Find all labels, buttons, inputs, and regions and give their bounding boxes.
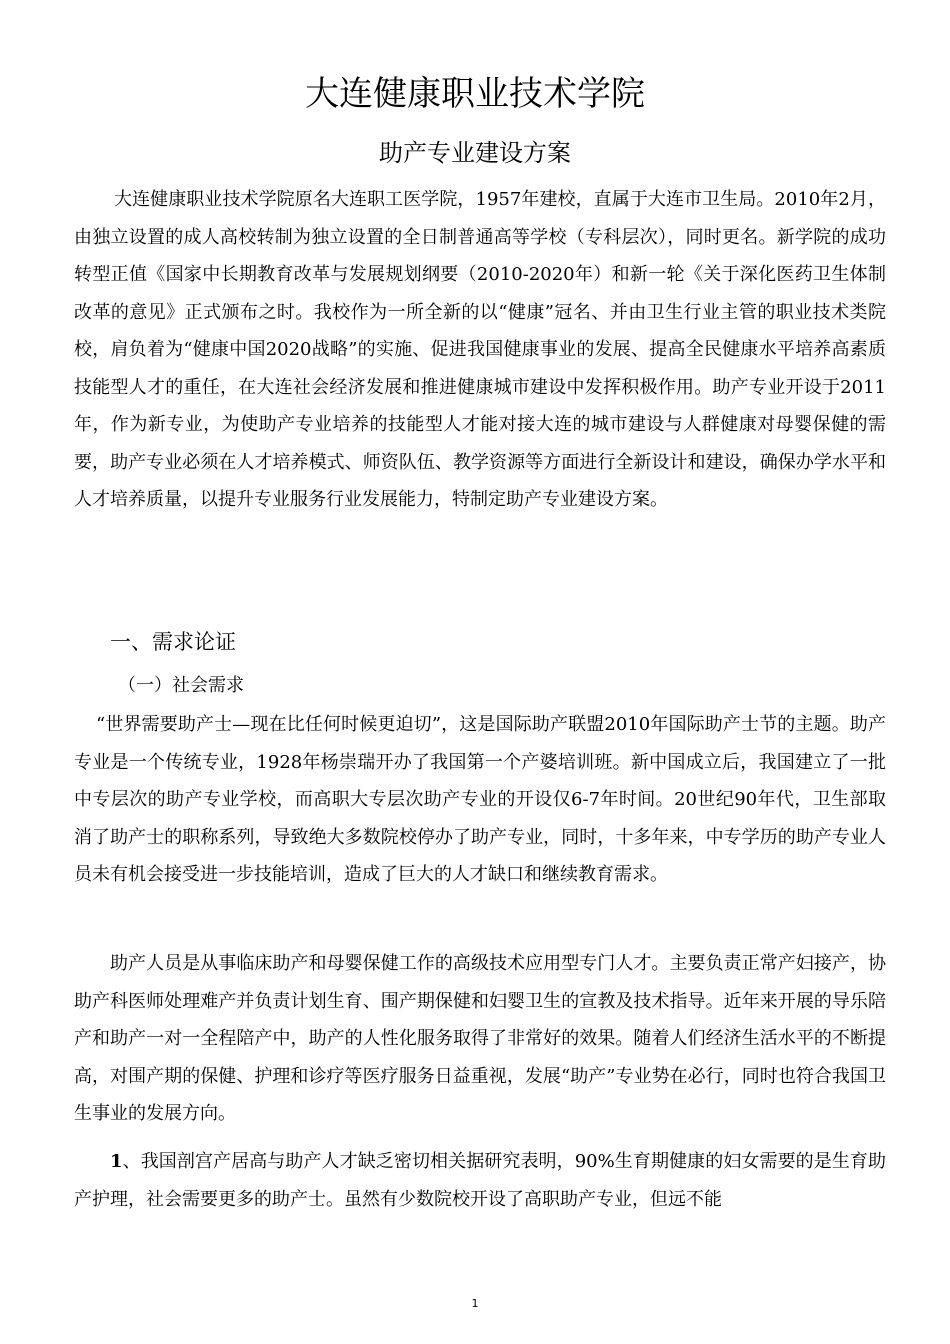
paragraph-midwife-role: 助产人员是从事临床助产和母婴保健工作的高级技术应用型专门人才。主要负责正常产妇接产，协助产科医师处理难产并负责计划生育、围产期保健和妇婴卫生的宣教及技术指导。近年来开展的导乐陪产和助产一对一全程陪产中，助产的人性化服务取得了非常好的效果。随着人们经济生活水平的不断提高，对围产期的保健、护理和诊疗等医疗服务日益重视，发展“助产”专业势在必行，同时也符合我国卫生事业的发展方向。 — [74, 953, 886, 1124]
paragraph-icm-theme: “世界需要助产士—现在比任何时候更迫切”，这是国际助产联盟2010年国际助产士节的主题。助产专业是一个传统专业，1928年杨崇瑞开办了我国第一个产婆培训班。新中国成立后，我国建立了一批中专层次的助产专业学校，而高职大专层次助产专业的开设仅6-7年时间。20世纪90年代，卫生部取消了助产士的职称系列，导致绝大多数院校停办了助产专业，同时，十多年来，中专学历的助产专业人员未有机会接受进一步技能培训，造成了巨大的人才缺口和继续教育需求。 — [74, 714, 886, 885]
list-number: 1 — [110, 1151, 123, 1172]
document-title: 大连健康职业技术学院 — [305, 74, 645, 114]
paragraph-intro: 大连健康职业技术学院原名大连职工医学院，1957年建校，直属于大连市卫生局。2010年2月，由独立设置的成人高校转制为独立设置的全日制普通高等学校（专科层次），同时更名。新学院的成功转型正值《国家中长期教育改革与发展规划纲要（2010-2020年）和新一轮《关于深化医药卫生体制改革的意见》正式颁布之时。我校作为一所全新的以“健康”冠名、并由卫生行业主管的职业技术类院校，肩负着为“健康中国2020战略”的实施、促进我国健康事业的发展、提高全民健康水平培养高素质技能型人才的重任，在大连社会经济发展和推进健康城市建设中发挥积极作用。助产专业开设于2011年，作为新专业，为使助产专业培养的技能型人才能对接大连的城市建设与人群健康对母婴保健的需要，助产专业必须在人才培养模式、师资队伍、教学资源等方面进行全新设计和建设，确保办学水平和人才培养质量，以提升专业服务行业发展能力，特制定助产专业建设方案。 — [74, 189, 886, 510]
subsection-heading-social-demand: （一）社会需求 — [118, 675, 244, 696]
page-number: 1 — [471, 1297, 479, 1310]
document-subtitle: 助产专业建设方案 — [379, 139, 571, 167]
section-heading-demand: 一、需求论证 — [110, 630, 236, 654]
paragraph-cesarean-rate-text: 、我国剖宫产居高与助产人才缺乏密切相关据研究表明，90%生育期健康的妇女需要的是生育助产护理，社会需要更多的助产士。虽然有少数院校开设了高职助产专业，但远不能 — [74, 1151, 886, 1210]
paragraph-cesarean-rate — [74, 1143, 886, 1218]
